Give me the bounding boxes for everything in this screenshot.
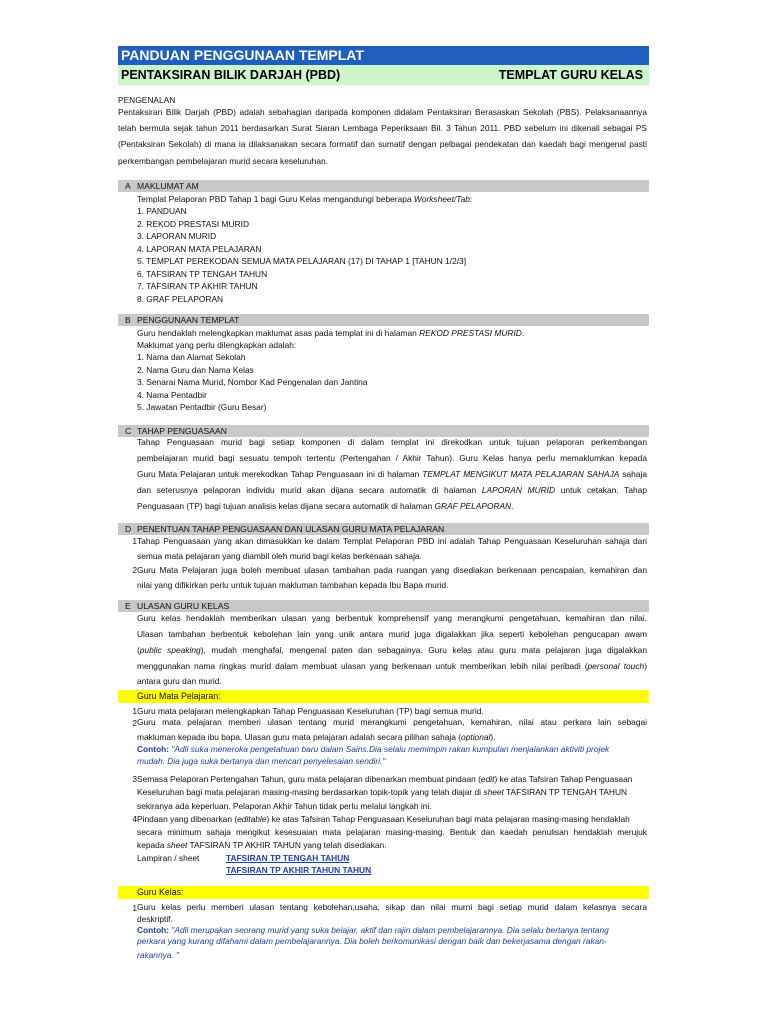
- section-letter: A: [125, 181, 131, 191]
- guru-kelas-example-line-3: rakannya. ": [137, 950, 180, 960]
- list-item: 2. REKOD PRESTASI MURID: [137, 218, 249, 229]
- list-item: 2. Nama Guru dan Nama Kelas: [137, 364, 254, 375]
- guru-mp-item-2-line-1: Guru mata pelajaran memberi ulasan tentang murid merangkumi pengetahuan, kemahiran, nilai atau perkara lain sebagai: [137, 717, 647, 727]
- pbd-subtitle: PENTAKSIRAN BILIK DARJAH (PBD): [121, 68, 341, 82]
- item-number: 3: [132, 774, 137, 784]
- section-e-line-4: menggunakan nama ringkas murid dalam membuat ulasan yang berkenaan untuk memberikan lebih nilai peribadi (personal touch): [137, 661, 647, 671]
- section-c-line-2: pembelajaran murid bagi sesuatu tempoh tertentu (Pertengahan / Akhir Tahun). Guru Kelas hanya perlu memaklumkan kepada: [137, 453, 647, 463]
- tafsiran-tengah-tahun-link[interactable]: TAFSIRAN TP TENGAH TAHUN: [226, 853, 350, 863]
- guide-title: PANDUAN PENGGUNAAN TEMPLAT: [118, 46, 649, 65]
- section-d-p1-line-1: Tahap Penguasaan yang akan dimasukkan ke dalam Templat Pelaporan PBD ini adalah Tahap Penguasaan Keseluruhan sahaja dari: [137, 536, 647, 546]
- section-title: TAHAP PENGUASAAN: [137, 426, 227, 436]
- intro-line-2: telah bermula sejak tahun 2011 berdasarkan Surat Siaran Lembaga Peperiksaan Bil. 3 Tahun 2011. PBD sebelum ini dikenali sebagai PS: [118, 123, 647, 133]
- section-c-line-1: Tahap Penguasaan murid bagi setiap komponen di dalam templat ini direkodkan untuk tujuan pelaporan perkembangan: [137, 437, 647, 447]
- guru-kelas-example-line-2: perkara yang kurang difahami dalam pembelajarannya. Dia boleh berkomunikasi dengan baik dan bekerjasama dengan rakan-: [137, 936, 607, 946]
- list-item: 6. TAFSIRAN TP TENGAH TAHUN: [137, 268, 268, 279]
- section-a-header: [118, 180, 649, 192]
- list-item: 3. LAPORAN MURID: [137, 231, 217, 241]
- lampiran-label: Lampiran / sheet: [137, 853, 200, 863]
- section-b-line-1: Guru hendaklah melengkapkan maklumat asas pada templat ini di halaman REKOD PRESTASI MURID.: [137, 328, 525, 338]
- section-c-line-5: Penguasaan (TP) bagi tujuan analisis kelas dijana secara automatik di halaman GRAF PELAPORAN.: [137, 501, 514, 511]
- intro-heading: PENGENALAN: [118, 95, 176, 105]
- worksheet-list: [137, 205, 647, 305]
- section-letter: B: [125, 315, 131, 325]
- item-number: 4: [132, 814, 137, 824]
- list-item: 1. PANDUAN: [137, 206, 187, 216]
- list-item: 5. TEMPLAT PEREKODAN SEMUA MATA PELAJARAN (17) DI TAHAP 1 [TAHUN 1/2/3]: [137, 256, 467, 266]
- guru-mp-item-3-line-1: Semasa Pelaporan Pertengahan Tahun, guru mata pelajaran dibenarkan membuat pindaan (edit) ke atas Tafsiran Tahap Penguasaan: [137, 774, 633, 784]
- item-number: 2: [132, 718, 137, 728]
- intro-line-3: (Pentaksiran Sekolah) di mana ia dilaksanakan secara formatif dan sumatif dengan pelbagai pendekatan dan kaedah bagi mengenal pasti: [118, 139, 647, 149]
- list-item: 5. Jawatan Pentadbir (Guru Besar): [137, 402, 267, 412]
- guru-mp-item-1: Guru mata pelajaran melengkapkan Tahap Penguasaan Keseluruhan (TP) bagi semua murid.: [137, 706, 484, 716]
- example-label: Contoh:: [137, 744, 170, 754]
- section-e-line-3: (public speaking), mudah menghafal, mengenal paten dan sebagainya. Guru kelas atau guru mata pelajaran juga digalakkan: [137, 645, 648, 655]
- guru-kelas-item-1-line-1: Guru kelas perlu memberi ulasan tentang kebolehan,usaha, sikap dan nilai murni bagi setiap murid dalam kelasnya secara: [137, 902, 647, 912]
- guru-mp-item-3-line-2: Keseluruhan bagi mata pelajaran masing-masing berdasarkan topik-topik yang telah diajar di sheet TAFSIRAN TP TENGAH TAHUN: [137, 787, 628, 797]
- item-number: 1: [132, 536, 137, 546]
- section-letter: E: [125, 601, 131, 611]
- section-a-intro: Templat Pelaporan PBD Tahap 1 bagi Guru Kelas mengandungi beberapa Worksheet/Tab:: [137, 194, 473, 204]
- list-item: 4. LAPORAN MATA PELAJARAN: [137, 243, 262, 254]
- guru-mp-item-3-line-3: sekiranya ada keperluan. Pelaporan Akhir Tahun tidak perlu melalui langkah ini.: [137, 801, 432, 811]
- item-number: 2: [132, 565, 137, 575]
- section-title: MAKLUMAT AM: [137, 181, 199, 191]
- example-label: Contoh:: [137, 925, 170, 935]
- guru-mp-item-2-line-2: makluman kepada ibu bapa. Ulasan guru mata pelajaran adalah secara pilihan sahaja (optional).: [137, 732, 496, 742]
- intro-line-1: Pentaksiran Bilik Darjah (PBD) adalah sebahagian daripada komponen didalam Pentaksiran Berasaskan Sekolah (PBS). Pelaksanaannya: [118, 107, 647, 117]
- section-e-line-5: antara guru dan murid.: [137, 676, 222, 686]
- guru-mp-item-4-line-2: secara minimum sahaja mengikut kesesuaian mata pelajaran masing-masing. Bentuk dan kaedah penulisan hendaklah merujuk: [137, 827, 647, 837]
- section-c-line-4: dan seterusnya pelaporan individu murid akan dijana secara automatik di halaman LAPORAN MURID untuk cetakan. Tahap: [137, 485, 647, 495]
- section-d-p1-line-2: semua mata pelajaran yang diambil oleh murid bagi kelas berkenaan sahaja.: [137, 551, 422, 561]
- list-item: 7. TAFSIRAN TP AKHIR TAHUN: [137, 281, 258, 291]
- section-b-header: [118, 314, 649, 326]
- item-number: 1: [132, 903, 137, 913]
- guru-mp-example-line-2: mudah. Dia juga suka bertanya dan mencari penyelesaian sendiri.": [137, 756, 386, 766]
- section-c-line-3: Guru Mata Pelajaran untuk merekodkan Tahap Penguasaan ini di halaman TEMPLAT MENGIKUT MATA PELAJARAN SAHAJA sahaja: [137, 469, 647, 479]
- list-item: 4. Nama Pentadbir: [137, 389, 207, 400]
- guru-mata-pelajaran-label: Guru Mata Pelajaran:: [118, 690, 649, 703]
- intro-line-4: perkembangan pembelajaran murid secara keseluruhan.: [118, 156, 328, 166]
- section-letter: C: [125, 426, 132, 436]
- section-b-line-2: Maklumat yang perlu dilengkapkan adalah:: [137, 340, 297, 350]
- guru-mp-item-4-line-1: Pindaan yang dibenarkan (editable) ke atas Tafsiran Tahap Penguasaan Keseluruhan bagi mata pelajaran masing-masing hendaklah: [137, 814, 630, 824]
- section-letter: D: [125, 524, 132, 534]
- list-item: 3. Senarai Nama Murid, Nombor Kad Pengenalan dan Jantina: [137, 377, 368, 387]
- template-type-label: TEMPLAT GURU KELAS: [498, 68, 643, 82]
- guru-kelas-label: Guru Kelas:: [118, 886, 649, 899]
- tafsiran-akhir-tahun-link[interactable]: TAFSIRAN TP AKHIR TAHUN TAHUN: [226, 865, 372, 875]
- list-item: 8. GRAF PELAPORAN: [137, 293, 224, 304]
- section-e-line-1: Guru kelas hendaklah memberikan ulasan yang berbentuk komprehensif yang merangkumi pengetahuan, kemahiran dan nilai.: [137, 613, 647, 623]
- required-info-list: [137, 351, 647, 414]
- section-e-line-2: Ulasan tambahan berbentuk kebolehan lain yang unik antara murid juga digalakkan jika seperti kebolehan pengucapan awam: [137, 629, 647, 639]
- section-title: PENGGUNAAN TEMPLAT: [137, 315, 240, 325]
- section-title: PENENTUAN TAHAP PENGUASAAN DAN ULASAN GURU MATA PELAJARAN: [137, 524, 445, 534]
- list-item: 1. Nama dan Alamat Sekolah: [137, 352, 246, 362]
- item-number: 1: [132, 706, 137, 716]
- guru-mp-example-line-1: Contoh: "Adli suka meneroka pengetahuan baru dalam Sains.Dia selalu memimpin rakan kumpulan menjalankan aktiviti projek: [137, 744, 610, 754]
- section-d-p2-line-1: Guru Mata Pelajaran juga boleh membuat ulasan tambahan pada ruangan yang disediakan berkenaan pencapaian, kemahiran dan: [137, 565, 647, 575]
- guru-mp-item-4-line-3: kepada sheet TAFSIRAN TP AKHIR TAHUN yang telah disediakan.: [137, 840, 387, 850]
- guru-kelas-example-line-1: Contoh: "Adli merupakan seorang murid yang suka belajar, aktif dan rajin dalam pembelajarannya. Dia selalu bertanya tentang: [137, 925, 609, 935]
- guru-kelas-item-1-line-2: deskriptif.: [137, 914, 173, 924]
- worksheet-term: Worksheet/Tab: [413, 194, 470, 204]
- section-title: ULASAN GURU KELAS: [137, 601, 230, 611]
- section-d-p2-line-2: nilai yang difikirkan perlu untuk tujuan makluman tambahan kepada Ibu Bapa murid.: [137, 580, 449, 590]
- guide-subtitle-bar: [118, 65, 649, 85]
- rekod-prestasi-term: REKOD PRESTASI MURID: [419, 328, 522, 338]
